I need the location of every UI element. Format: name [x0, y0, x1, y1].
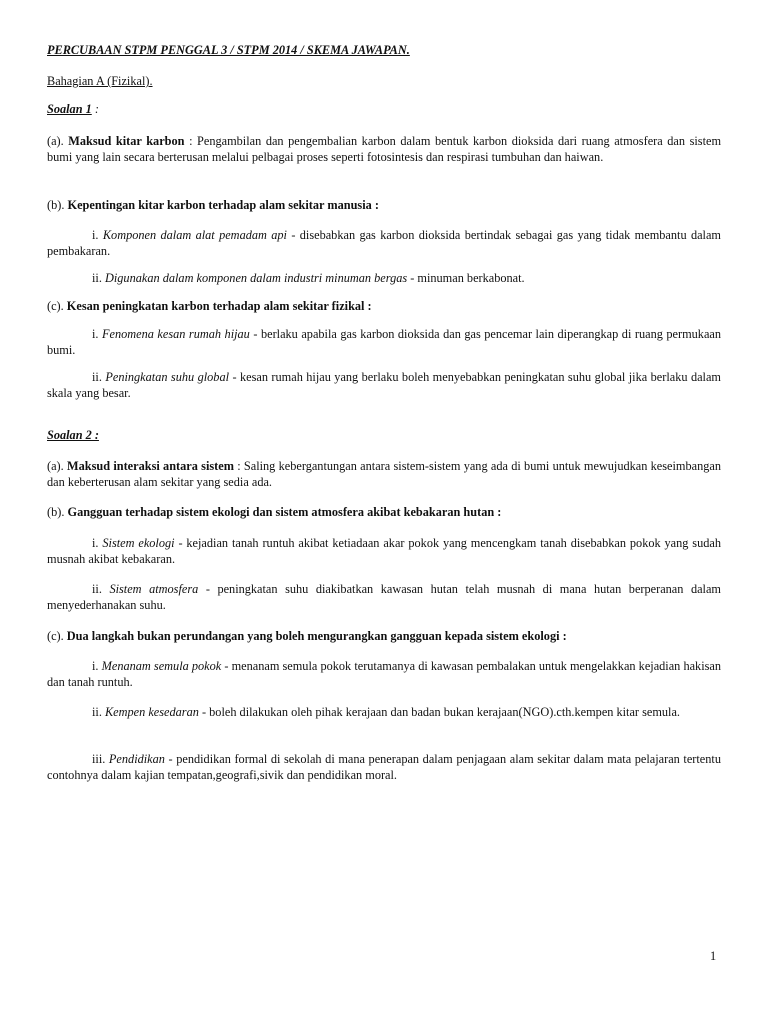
q1-c-item-1	[47, 327, 721, 358]
q2-b-item-1-text: - kejadian tanah runtuh akibat ketiadaan akar pokok yang mencengkam tanah disebabkan pokok yang sudah musnah akibat kebakaran.	[47, 536, 721, 566]
question-1-label: Soalan 1	[47, 102, 92, 116]
q1-b-item-2-num: ii.	[92, 271, 105, 285]
q2-c-title: Dua langkah bukan perundangan yang boleh mengurangkan gangguan kepada sistem ekologi :	[66, 629, 567, 643]
q2-b-item-2-num: ii.	[92, 582, 110, 596]
q2-b-label: (b).	[47, 505, 68, 519]
q1-c-label: (c).	[47, 299, 67, 313]
q2-c-item-1-num: i.	[92, 659, 102, 673]
q1-c-item-2-term: Peningkatan suhu global	[105, 370, 230, 384]
q2-c-item-2-text: - boleh dilakukan oleh pihak kerajaan dan badan bukan kerajaan(NGO).cth.kempen kitar semula.	[198, 705, 681, 719]
question-2-heading: Soalan 2 :	[47, 428, 99, 442]
q1-b-item-1-text: - disebabkan gas karbon dioksida bertindak sebagai gas yang tidak membantu dalam pembakaran.	[47, 228, 721, 258]
q1-a-term: Maksud kitar karbon	[68, 134, 185, 148]
document-title: PERCUBAAN STPM PENGGAL 3 / STPM 2014 / SKEMA JAWAPAN.	[47, 43, 410, 57]
q2-b-heading	[47, 505, 721, 521]
q2-c-heading	[47, 629, 721, 645]
q1-c-item-1-text: - berlaku apabila gas karbon dioksida dan gas pencemar lain diperangkap di ruang permukaan bumi.	[47, 327, 722, 357]
q1-c-item-2-num: ii.	[92, 370, 106, 384]
q2-a-label: (a).	[47, 459, 67, 473]
q2-c-item-3-num: iii.	[92, 752, 109, 766]
q1-b-heading	[47, 198, 721, 214]
q2-c-item-3	[47, 752, 721, 783]
q1-b-item-1-num: i.	[92, 228, 103, 242]
q2-c-item-1-text: - menanam semula pokok terutamanya di kawasan pembalakan untuk mengelakkan kejadian hakisan dan tanah runtuh.	[47, 659, 722, 689]
q1-b-item-2-text: - minuman berkabonat.	[407, 271, 525, 285]
q1-b-item-2	[47, 271, 721, 287]
page-number: 1	[710, 949, 717, 963]
q1-a-text: : Pengambilan dan pengembalian karbon dalam bentuk karbon dioksida dari ruang atmosfera dan sistem bumi yang lain secara berterusan melalui pelbagai proses seperti fotosintesis dan respirasi tumbuhan dan haiwan.	[47, 134, 722, 164]
q2-c-item-2-term: Kempen kesedaran	[104, 705, 199, 719]
section-title: Bahagian A (Fizikal).	[47, 74, 153, 88]
q2-a-term: Maksud interaksi antara sistem	[67, 459, 234, 473]
q1-b-item-2-term: Digunakan dalam komponen dalam industri minuman bergas	[104, 271, 408, 285]
q2-c-item-3-text: - pendidikan formal di sekolah di mana penerapan dalam penjagaan alam sekitar dalam mata pelajaran tertentu contohnya dalam kajian tempatan,geografi,sivik dan pendidikan moral.	[47, 752, 721, 782]
q2-c-item-1	[47, 659, 721, 690]
q2-b-item-1-num: i.	[92, 536, 103, 550]
q2-c-item-1-term: Menanam semula pokok	[101, 659, 222, 673]
q1-b-title: Kepentingan kitar karbon terhadap alam sekitar manusia :	[67, 198, 379, 212]
question-1-suffix: :	[91, 102, 99, 116]
q2-c-item-3-term: Pendidikan	[108, 752, 165, 766]
q2-a-paragraph	[47, 459, 721, 490]
q2-c-item-2-num: ii.	[92, 705, 105, 719]
q2-b-item-2-text: - peningkatan suhu diakibatkan kawasan hutan telah musnah di mana hutan berperanan dalam menyederhanakan suhu.	[47, 582, 721, 612]
q1-c-item-1-term: Fenomena kesan rumah hijau	[102, 327, 250, 341]
q2-c-item-2	[47, 705, 721, 721]
q2-b-item-1-term: Sistem ekologi	[102, 536, 175, 550]
q1-a-label: (a).	[47, 134, 69, 148]
q1-b-item-1	[47, 228, 721, 259]
q1-b-label: (b).	[47, 198, 68, 212]
q1-a-paragraph	[47, 134, 721, 165]
q2-b-item-2-term: Sistem atmosfera	[109, 582, 199, 596]
q2-b-item-2	[47, 582, 721, 613]
question-1-heading	[47, 102, 721, 118]
q1-c-title: Kesan peningkatan karbon terhadap alam sekitar fizikal :	[66, 299, 372, 313]
q2-a-text: : Saling kebergantungan antara sistem-sistem yang ada di bumi untuk mewujudkan keseimbangan dan keberterusan alam sekitar yang sedia ada.	[47, 459, 722, 489]
q1-c-heading	[47, 299, 721, 315]
q1-c-item-1-num: i.	[92, 327, 103, 341]
q2-b-title: Gangguan terhadap sistem ekologi dan sistem atmosfera akibat kebakaran hutan :	[67, 505, 502, 519]
q1-b-item-1-term: Komponen dalam alat pemadam api	[102, 228, 287, 242]
q1-c-item-2-text: - kesan rumah hijau yang berlaku boleh menyebabkan peningkatan suhu global jika berlaku dalam skala yang besar.	[47, 370, 721, 400]
q1-c-item-2	[47, 370, 721, 401]
q2-b-item-1	[47, 536, 721, 567]
q2-c-label: (c).	[47, 629, 67, 643]
